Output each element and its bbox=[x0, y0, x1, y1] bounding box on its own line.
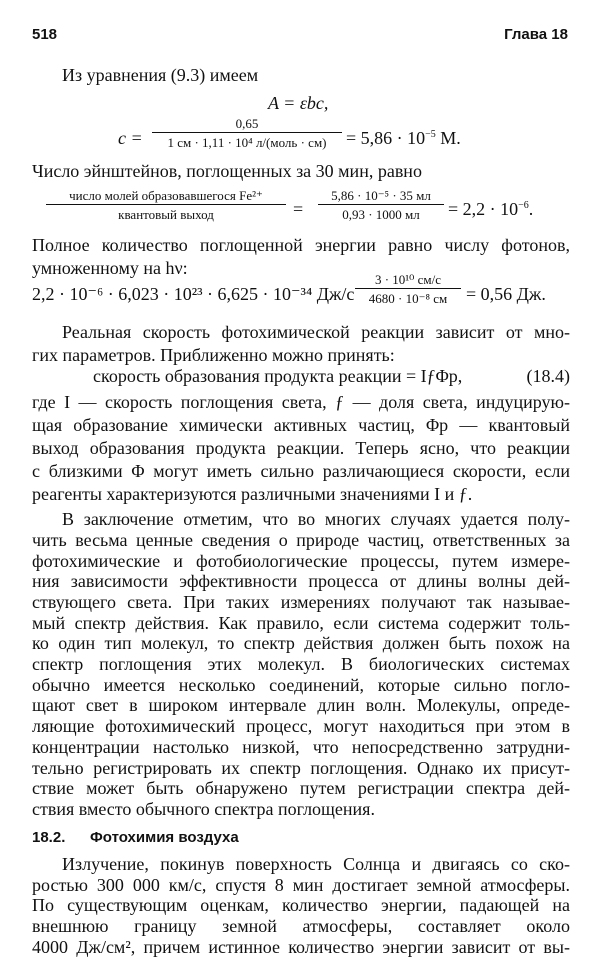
intro-line: Из уравнения (9.3) имеем bbox=[62, 65, 259, 85]
eq-en-rhs: = 0,56 Дж. bbox=[466, 284, 546, 304]
eq-c-exponent: −5 bbox=[425, 129, 436, 140]
eq-c-rhs: = 5,86 · 10 bbox=[346, 128, 426, 148]
para4-line: внешнюю границу земной атмосферы, составляет около bbox=[32, 915, 570, 936]
para3-line: В заключение отметим, что во многих случаях удается полу- bbox=[62, 509, 570, 530]
para3-line: щают свет в широком интервале длин волн. Молекулы, опреде- bbox=[32, 695, 570, 716]
eq-ein-equals: = bbox=[293, 199, 304, 219]
para3-line: мый спектр действия. Как правило, если система содержит толь- bbox=[32, 612, 570, 633]
energy-line-2: умноженному на hν: bbox=[32, 258, 188, 278]
para3-line: концентрации настолько низкой, что непосредственно затрудни- bbox=[32, 736, 570, 757]
para4-line: Излучение, покинув поверхность Солнца и двигаясь со ско- bbox=[62, 853, 570, 874]
section-number: 18.2. bbox=[32, 829, 66, 847]
fraction-bar bbox=[46, 204, 286, 205]
eq-c-lhs: c = bbox=[118, 128, 143, 148]
eq-ein-result bbox=[448, 198, 533, 221]
para1-line-2: гих параметров. Приближенно можно принять: bbox=[32, 345, 395, 365]
eq-en-lhs: 2,2 · 10⁻⁶ · 6,023 · 10²³ · 6,625 · 10⁻³⁴ Дж/с bbox=[32, 284, 355, 304]
eq-ein-fraction-2 bbox=[318, 188, 444, 222]
energy-line-1: Полное количество поглощенной энергии равно числу фотонов, bbox=[32, 235, 570, 255]
eq-c-numerator: 0,65 bbox=[235, 116, 259, 131]
para3-line: фотохимические и фотобиологические процессы, путем измере- bbox=[32, 550, 570, 571]
eq-en-numerator: 3 · 10¹⁰ см/с bbox=[374, 272, 442, 287]
para3-line: ляющие фотохимический процесс, могут находиться при этом в bbox=[32, 716, 570, 737]
fraction-bar bbox=[355, 288, 461, 289]
para2-line: где I — скорость поглощения света, ƒ — доля света, индуцирую- bbox=[32, 392, 570, 412]
eq-c-result bbox=[346, 127, 461, 150]
para2-line: щая образование химически активных частиц, Φp — квантовый bbox=[32, 415, 570, 435]
section-title: Фотохимия воздуха bbox=[90, 829, 239, 847]
para3-line: обычно имеется несколько соединений, которые сильно погло- bbox=[32, 674, 570, 695]
fraction-bar bbox=[318, 204, 444, 205]
fraction-bar bbox=[152, 132, 342, 133]
para3-line: тельно регистрировать их спектр поглощения. Однако их присут- bbox=[32, 757, 570, 778]
para1-line-1: Реальная скорость фотохимической реакции зависит от мно- bbox=[62, 322, 570, 342]
para4-line: 4000 Дж/см², причем истинное количество энергии зависит от вы- bbox=[32, 936, 570, 957]
eq-c-denominator: 1 см · 1,11 · 10⁴ л/(моль · см) bbox=[167, 135, 327, 150]
page-number: 518 bbox=[32, 26, 58, 43]
eq-ein-fraction-1 bbox=[46, 188, 286, 222]
section-heading bbox=[32, 829, 239, 846]
para3-line: ствие может быть обнаружено путем регистрации спектра дей- bbox=[32, 778, 570, 799]
eq-en-denominator: 4680 · 10⁻⁸ см bbox=[368, 291, 448, 306]
equation-beer-lambert: A = εbc, bbox=[268, 93, 329, 113]
para3-line: ния зависимости эффективности процесса от длины волны дей- bbox=[32, 571, 570, 592]
equation-rate: скорость образования продукта реакции = IƒΦp, bbox=[93, 366, 463, 386]
eq-ein-exponent: −6 bbox=[518, 200, 529, 211]
eq-c-unit: М. bbox=[435, 128, 461, 148]
eq-en-fraction bbox=[355, 272, 461, 306]
para2-line: реагенты характеризуются различными значениями I и ƒ. bbox=[32, 484, 473, 504]
para3-line: ствующего света. При таких измерениях получают так называе- bbox=[32, 591, 570, 612]
eq-ein-f2-denominator: 0,93 · 1000 мл bbox=[342, 207, 420, 222]
para4-line: ростью 300 000 км/с, спустя 8 мин достигает земной атмосферы. bbox=[32, 874, 570, 895]
eq-ein-f2-numerator: 5,86 · 10⁻⁵ · 35 мл bbox=[331, 188, 431, 203]
chapter-label: Глава 18 bbox=[504, 26, 568, 43]
eq-ein-rhs: = 2,2 · 10 bbox=[448, 199, 519, 219]
para3-line: ствия вместо обычного спектра поглощения. bbox=[32, 798, 375, 819]
para2-line: с близкими Φ могут иметь сильно различающиеся скорости, если bbox=[32, 461, 570, 481]
eq-ein-end: . bbox=[528, 199, 534, 219]
equation-number: (18.4) bbox=[526, 366, 570, 386]
einstein-line: Число эйнштейнов, поглощенных за 30 мин, равно bbox=[32, 161, 422, 181]
para3-line: ко один тип молекул, то спектр действия должен быть похож на bbox=[32, 633, 570, 654]
para2-line: выход образования продукта реакции. Теперь ясно, что реакции bbox=[32, 438, 570, 458]
eq-ein-f1-denominator: квантовый выход bbox=[118, 207, 214, 222]
eq-c-fraction bbox=[152, 116, 342, 150]
eq-ein-f1-numerator: число молей образовавшегося Fe²⁺ bbox=[69, 188, 263, 203]
para4-line: По существующим оценкам, количество энергии, падающей на bbox=[32, 895, 570, 916]
para3-line: чить весьма ценные сведения о природе частиц, ответственных за bbox=[32, 529, 570, 550]
para3-line: спектр поглощения этих молекул. В биологических системах bbox=[32, 654, 570, 674]
